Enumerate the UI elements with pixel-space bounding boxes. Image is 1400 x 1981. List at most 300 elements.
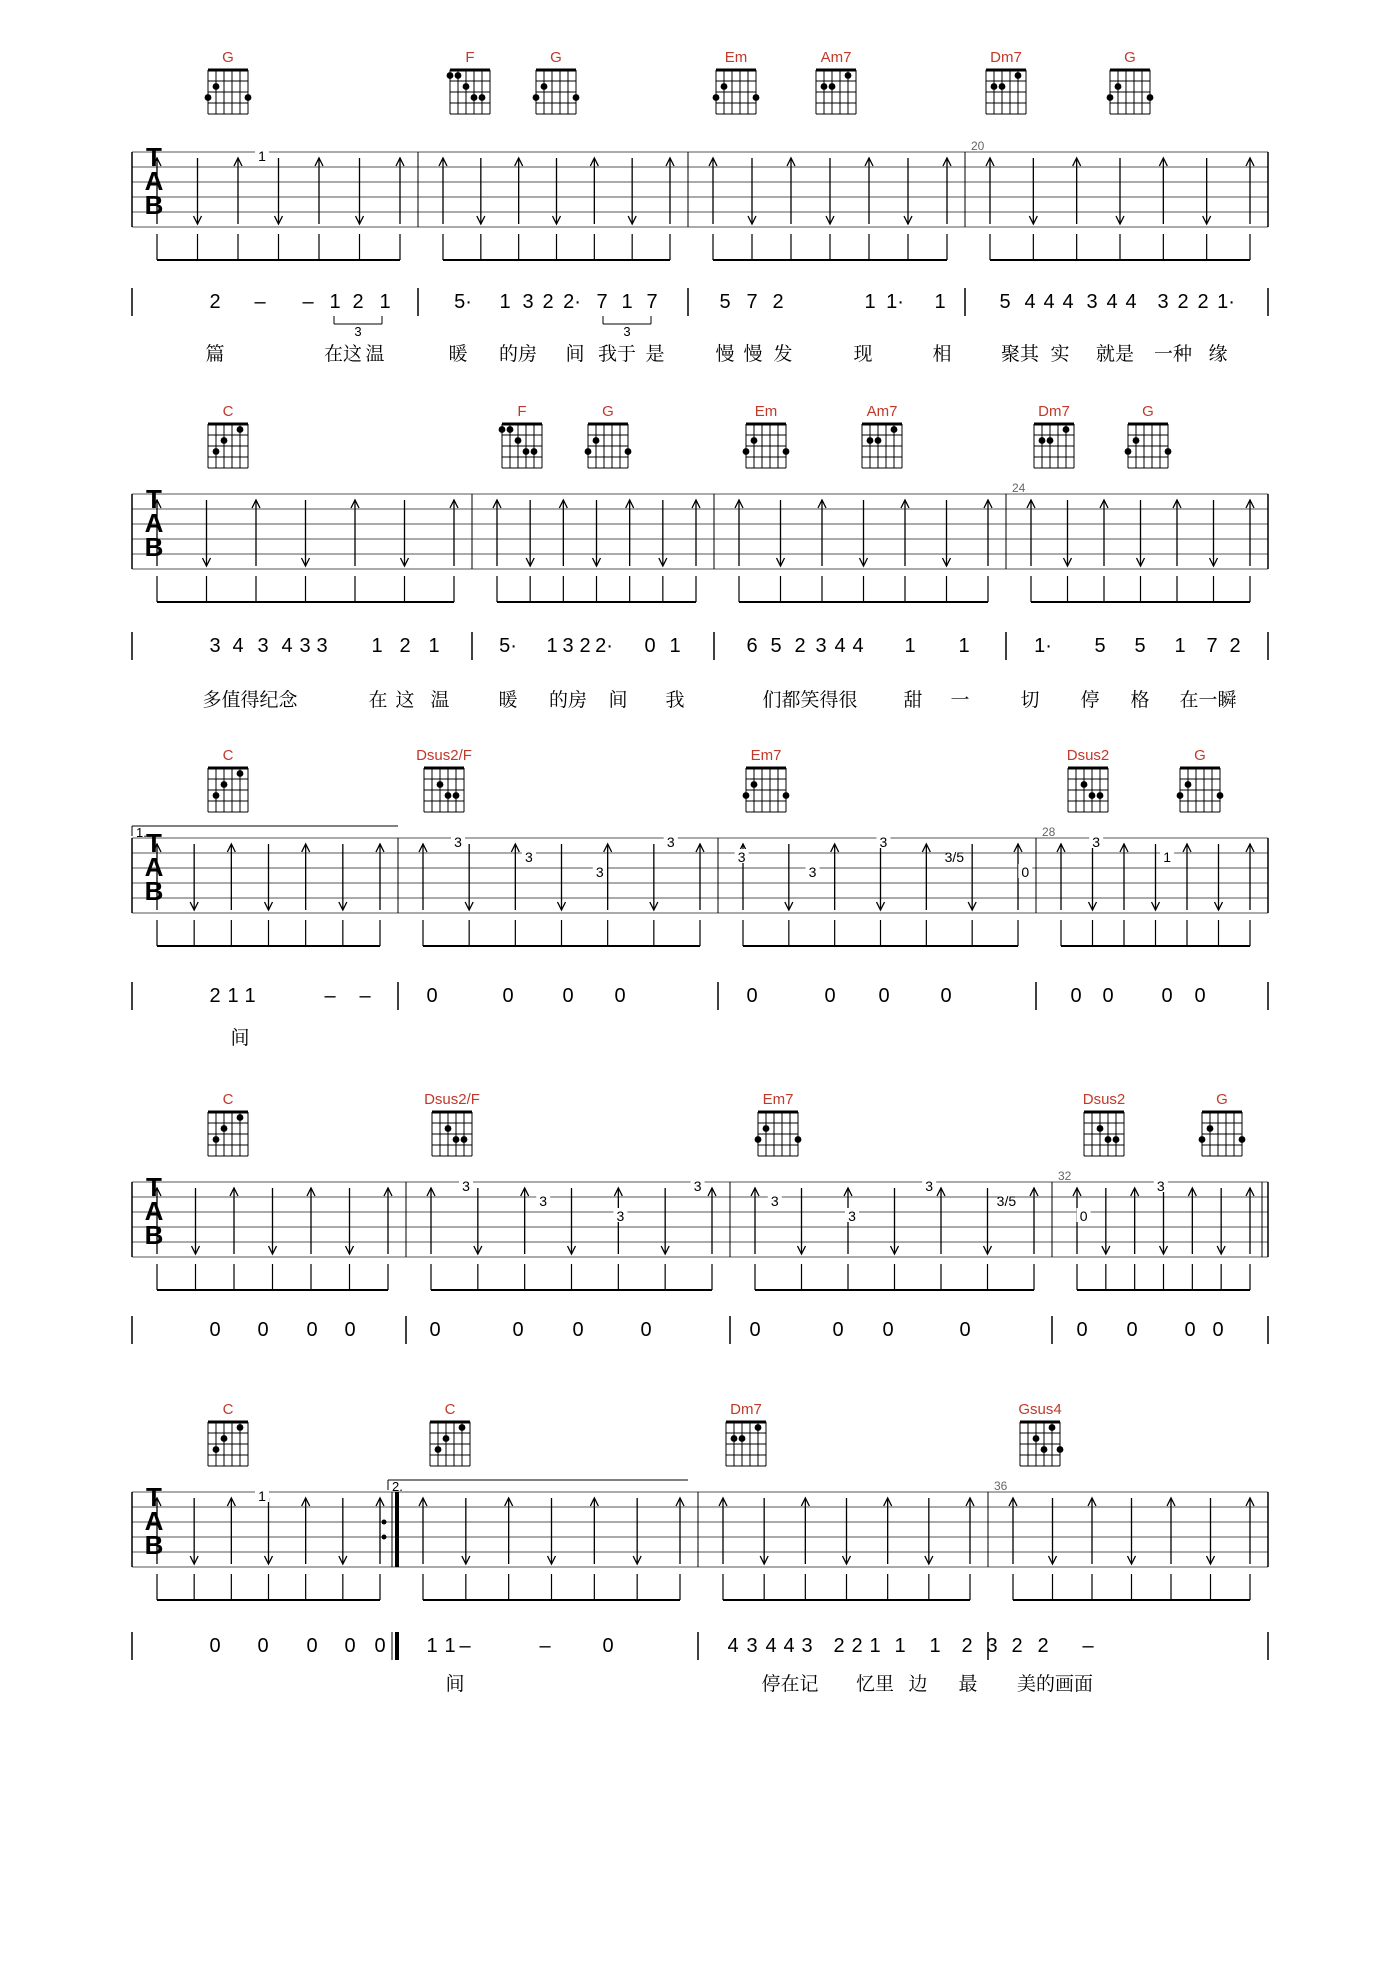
- chord-dot: [437, 781, 444, 788]
- tab-fret-number: 3: [539, 1193, 548, 1209]
- chord-diagram: [499, 424, 542, 468]
- chord-dot: [459, 1424, 466, 1431]
- lyric-syllable: 慢: [715, 343, 735, 365]
- jianpu-note: 4: [765, 1635, 777, 1657]
- chord-name: G: [1124, 49, 1136, 66]
- lyric-syllable: 实: [1050, 343, 1070, 365]
- chord-name: Em7: [762, 1091, 794, 1108]
- jianpu-note: 0: [429, 1319, 441, 1341]
- jianpu-note: 3: [316, 635, 328, 657]
- chord-name: Gsus4: [1018, 1401, 1062, 1418]
- jianpu-note: 2: [1177, 291, 1189, 313]
- tab-clef-letter: T: [146, 484, 162, 514]
- chord-dot: [573, 94, 580, 101]
- chord-dot: [739, 1435, 746, 1442]
- jianpu-note: –: [324, 985, 336, 1007]
- chord-diagram: [208, 424, 248, 468]
- lyric-syllable: 的房: [498, 343, 538, 365]
- tab-fret-number: 0: [1079, 1208, 1088, 1224]
- chord-dot: [499, 426, 506, 433]
- jianpu-note: 2: [1011, 1635, 1023, 1657]
- tab-clef-letter: B: [144, 1530, 164, 1560]
- jianpu-note: 7: [1206, 635, 1218, 657]
- lyric-syllable: 格: [1130, 689, 1150, 711]
- jianpu-note: 3: [562, 635, 574, 657]
- jianpu-note: 0: [209, 1635, 221, 1657]
- jianpu-note: 4: [834, 635, 846, 657]
- lyric-syllable: 停: [1080, 689, 1100, 711]
- tab-fret-number: 3: [879, 834, 888, 850]
- jianpu-note: 4: [232, 635, 244, 657]
- jianpu-note: 7: [646, 291, 658, 313]
- chord-diagram: [424, 768, 464, 812]
- tab-clef-letter: A: [144, 1196, 164, 1226]
- jianpu-note: 4: [783, 1635, 795, 1657]
- jianpu-note: 1: [444, 1635, 456, 1657]
- lyric-syllable: 多值得纪念: [202, 689, 298, 711]
- lyric-syllable: 停在记: [761, 1673, 819, 1695]
- chord-dot: [1039, 437, 1046, 444]
- chord-diagram: [533, 70, 580, 114]
- tab-fret-number: 3: [848, 1208, 856, 1224]
- chord-dot: [1199, 1136, 1206, 1143]
- chord-name: C: [222, 747, 234, 764]
- jianpu-note: 3: [746, 1635, 758, 1657]
- lyric-syllable: 间: [608, 689, 628, 711]
- triplet-number: 3: [354, 324, 362, 339]
- jianpu-note: 0: [1102, 985, 1114, 1007]
- jianpu-note: 1: [864, 291, 876, 313]
- chord-name: C: [222, 403, 234, 420]
- jianpu-note: 0: [1076, 1319, 1088, 1341]
- chord-dot: [447, 72, 454, 79]
- jianpu-note: 4: [727, 1635, 739, 1657]
- chord-dot: [453, 1136, 460, 1143]
- jianpu-note: 0: [832, 1319, 844, 1341]
- chord-diagram: [1107, 70, 1154, 114]
- lyric-syllable: 我: [665, 689, 685, 711]
- chord-dot: [237, 770, 244, 777]
- chord-name: F: [517, 403, 527, 420]
- chord-name: Am7: [820, 49, 852, 66]
- jianpu-note: 4: [281, 635, 293, 657]
- chord-dot: [471, 94, 478, 101]
- jianpu-note: 2: [352, 291, 364, 313]
- triplet-number: 3: [623, 324, 631, 339]
- tab-clef-letter: B: [144, 532, 164, 562]
- jianpu-note: 1: [904, 635, 916, 657]
- chord-dot: [213, 448, 220, 455]
- lyric-syllable: 在: [368, 689, 388, 711]
- lyric-syllable: 这: [395, 689, 415, 711]
- lyric-syllable: 我于: [597, 343, 637, 365]
- tab-fret-number: 3: [595, 864, 604, 880]
- chord-diagram: [816, 70, 856, 114]
- chord-diagram: [1084, 1112, 1124, 1156]
- repeat-dot: [382, 1520, 387, 1525]
- tab-clef-letter: T: [146, 142, 162, 172]
- jianpu-note: 0: [878, 985, 890, 1007]
- jianpu-note: 1: [958, 635, 970, 657]
- chord-diagram: [585, 424, 632, 468]
- jianpu-note: 1: [669, 635, 681, 657]
- lyric-syllable: 间: [445, 1673, 465, 1695]
- chord-dot: [891, 426, 898, 433]
- chord-dot: [625, 448, 632, 455]
- jianpu-note: 2: [209, 291, 221, 313]
- chord-dot: [221, 781, 228, 788]
- jianpu-note: 1: [371, 635, 383, 657]
- chord-dot: [721, 83, 728, 90]
- chord-name: Dm7: [990, 49, 1022, 66]
- chord-dot: [1041, 1446, 1048, 1453]
- tab-clef-letter: B: [144, 1220, 164, 1250]
- chord-dot: [245, 94, 252, 101]
- tab-fret-number: 1: [258, 1488, 266, 1504]
- jianpu-note: 1: [244, 985, 256, 1007]
- chord-diagram: [1125, 424, 1172, 468]
- lyric-syllable: 暖: [448, 343, 468, 365]
- chord-name: C: [222, 1091, 234, 1108]
- jianpu-note: 3: [522, 291, 534, 313]
- jianpu-note: 0: [882, 1319, 894, 1341]
- jianpu-note: 0: [1212, 1319, 1224, 1341]
- chord-dot: [523, 448, 530, 455]
- chord-dot: [237, 1114, 244, 1121]
- volta-number: 2.: [392, 1479, 403, 1494]
- chord-dot: [763, 1125, 770, 1132]
- jianpu-note: 2: [542, 291, 554, 313]
- jianpu-note: 1: [329, 291, 341, 313]
- jianpu-note: 1: [379, 291, 391, 313]
- chord-dot: [1239, 1136, 1246, 1143]
- chord-dot: [1177, 792, 1184, 799]
- jianpu-note: 0: [1070, 985, 1082, 1007]
- jianpu-note: 2: [579, 635, 591, 657]
- chord-name: F: [465, 49, 475, 66]
- chord-dot: [1057, 1446, 1064, 1453]
- chord-dot: [1185, 781, 1192, 788]
- jianpu-note: 3: [1157, 291, 1169, 313]
- tab-system: [132, 1480, 1268, 1567]
- jianpu-note: 0: [426, 985, 438, 1007]
- jianpu-note: 5: [999, 291, 1011, 313]
- chord-dot: [515, 437, 522, 444]
- chord-dot: [991, 83, 998, 90]
- chord-dot: [1047, 437, 1054, 444]
- tab-fret-number: 3: [770, 1193, 779, 1209]
- jianpu-note: 0: [749, 1319, 761, 1341]
- measure-number: 32: [1058, 1169, 1072, 1183]
- lyric-syllable: 甜: [903, 689, 923, 711]
- jianpu-note: 2: [794, 635, 806, 657]
- chord-diagram: [205, 70, 252, 114]
- jianpu-note: –: [539, 1635, 551, 1657]
- tab-clef-letter: B: [144, 190, 164, 220]
- chord-diagram: [208, 1422, 248, 1466]
- jianpu-note: 0: [374, 1635, 386, 1657]
- jianpu-note: 5: [770, 635, 782, 657]
- chord-diagram: [862, 424, 902, 468]
- chord-name: G: [1216, 1091, 1228, 1108]
- tab-system: [132, 494, 1268, 569]
- chord-dot: [455, 72, 462, 79]
- tab-fret-number: 3: [808, 864, 817, 880]
- jianpu-note: 0: [602, 1635, 614, 1657]
- tab-fret-number: 0: [1021, 864, 1030, 880]
- jianpu-note: 1: [428, 635, 440, 657]
- jianpu-note: 0: [1161, 985, 1173, 1007]
- chord-dot: [585, 448, 592, 455]
- jianpu-note: 3: [801, 1635, 813, 1657]
- lyric-syllable: 暖: [498, 689, 518, 711]
- chord-name: Dm7: [1038, 403, 1070, 420]
- tab-system: [132, 152, 1268, 227]
- chord-dot: [213, 1136, 220, 1143]
- chord-dot: [1115, 83, 1122, 90]
- tab-fret-number: 3: [616, 1208, 625, 1224]
- tab-fret-number: 3/5: [996, 1193, 1017, 1209]
- chord-dot: [1063, 426, 1070, 433]
- chord-name: G: [1194, 747, 1206, 764]
- jianpu-note: 4: [1062, 291, 1074, 313]
- chord-name: G: [222, 49, 234, 66]
- jianpu-note: 4: [1024, 291, 1036, 313]
- lyric-syllable: 间: [230, 1027, 250, 1049]
- jianpu-note: 7: [746, 291, 758, 313]
- jianpu-note: 2: [961, 1635, 973, 1657]
- lyric-syllable: 温: [430, 689, 450, 711]
- lyric-syllable: 温: [365, 343, 385, 365]
- lyric-syllable: 聚其: [1000, 343, 1040, 365]
- chord-name: G: [550, 49, 562, 66]
- jianpu-note: 1: [1174, 635, 1186, 657]
- jianpu-note: –: [254, 291, 266, 313]
- jianpu-note: 0: [257, 1319, 269, 1341]
- jianpu-note: 1·: [1034, 635, 1052, 657]
- lyric-syllable: 们都笑得很: [762, 689, 858, 711]
- tab-fret-number: 3: [737, 849, 746, 865]
- jianpu-note: 0: [562, 985, 574, 1007]
- jianpu-note: 0: [614, 985, 626, 1007]
- jianpu-note: 0: [344, 1635, 356, 1657]
- measure-number: 36: [994, 1479, 1008, 1493]
- jianpu-note: –: [459, 1635, 471, 1657]
- jianpu-note: 1: [934, 291, 946, 313]
- chord-dot: [221, 1125, 228, 1132]
- chord-name: Dm7: [730, 1401, 762, 1418]
- jianpu-note: 3: [1086, 291, 1098, 313]
- tab-fret-number: 3: [925, 1178, 934, 1194]
- jianpu-note: 1: [869, 1635, 881, 1657]
- chord-diagram: [1020, 1422, 1063, 1466]
- tab-clef-letter: A: [144, 1506, 164, 1536]
- chord-diagram: [713, 70, 760, 114]
- jianpu-note: 0: [572, 1319, 584, 1341]
- chord-dot: [783, 792, 790, 799]
- chord-dot: [1107, 94, 1114, 101]
- chord-diagram: [743, 424, 790, 468]
- jianpu-note: 2·: [595, 635, 613, 657]
- jianpu-note: 3: [986, 1635, 998, 1657]
- chord-dot: [1033, 1435, 1040, 1442]
- chord-diagram: [430, 1422, 470, 1466]
- jianpu-note: 0: [746, 985, 758, 1007]
- tab-clef-letter: T: [146, 1172, 162, 1202]
- lyric-syllable: 是: [645, 343, 665, 365]
- chord-dot: [783, 448, 790, 455]
- jianpu-note: 2: [772, 291, 784, 313]
- chord-dot: [1089, 792, 1096, 799]
- jianpu-note: 1: [929, 1635, 941, 1657]
- jianpu-note: 0: [512, 1319, 524, 1341]
- jianpu-note: 0: [824, 985, 836, 1007]
- chord-dot: [999, 83, 1006, 90]
- chord-dot: [237, 426, 244, 433]
- lyric-syllable: 忆里: [855, 1673, 895, 1695]
- tab-fret-number: 3: [462, 1178, 470, 1194]
- jianpu-note: 4: [1043, 291, 1055, 313]
- chord-dot: [445, 792, 452, 799]
- lyric-syllable: 慢: [743, 343, 763, 365]
- jianpu-note: 3: [299, 635, 311, 657]
- jianpu-note: 7: [596, 291, 608, 313]
- chord-dot: [463, 83, 470, 90]
- jianpu-note: –: [1082, 1635, 1094, 1657]
- chord-dot: [1097, 792, 1104, 799]
- chord-diagram: [1034, 424, 1074, 468]
- chord-name: G: [1142, 403, 1154, 420]
- jianpu-note: 5·: [499, 635, 517, 657]
- jianpu-note: 0: [940, 985, 952, 1007]
- chord-diagram: [208, 1112, 248, 1156]
- chord-dot: [1113, 1136, 1120, 1143]
- chord-dot: [541, 83, 548, 90]
- chord-diagram: [447, 70, 490, 114]
- chord-dot: [743, 448, 750, 455]
- chord-diagram: [208, 768, 248, 812]
- chord-diagram: [432, 1112, 472, 1156]
- chord-dot: [533, 94, 540, 101]
- chord-dot: [461, 1136, 468, 1143]
- measure-number: 28: [1042, 825, 1056, 839]
- chord-dot: [829, 83, 836, 90]
- chord-dot: [1105, 1136, 1112, 1143]
- jianpu-note: 0: [344, 1319, 356, 1341]
- chord-dot: [435, 1446, 442, 1453]
- chord-dot: [1217, 792, 1224, 799]
- chord-name: C: [444, 1401, 456, 1418]
- chord-dot: [755, 1136, 762, 1143]
- tab-clef-letter: B: [144, 876, 164, 906]
- chord-dot: [221, 1435, 228, 1442]
- jianpu-note: 4: [1125, 291, 1137, 313]
- jianpu-note: 2: [1229, 635, 1241, 657]
- lyric-syllable: 在一瞬: [1179, 689, 1237, 711]
- chord-name: G: [602, 403, 614, 420]
- chord-diagram: [743, 768, 790, 812]
- chord-dot: [1015, 72, 1022, 79]
- lyric-syllable: 缘: [1208, 343, 1228, 365]
- jianpu-note: 2: [833, 1635, 845, 1657]
- chord-name: Em7: [750, 747, 782, 764]
- jianpu-note: 0: [209, 1319, 221, 1341]
- chord-dot: [1097, 1125, 1104, 1132]
- chord-dot: [821, 83, 828, 90]
- jianpu-note: 1: [546, 635, 558, 657]
- jianpu-note: –: [359, 985, 371, 1007]
- lyric-syllable: 最: [958, 1673, 978, 1695]
- lyric-syllable: 的房: [548, 689, 588, 711]
- lyric-syllable: 在这: [323, 343, 363, 365]
- chord-dot: [751, 437, 758, 444]
- volta-number: 1.: [136, 825, 147, 840]
- chord-name: Dsus2/F: [424, 1091, 480, 1108]
- tab-fret-number: 3: [1156, 1178, 1165, 1194]
- chord-dot: [531, 448, 538, 455]
- jianpu-note: 0: [959, 1319, 971, 1341]
- chord-dot: [1125, 448, 1132, 455]
- chord-diagram: [755, 1112, 802, 1156]
- chord-dot: [213, 792, 220, 799]
- chord-dot: [1133, 437, 1140, 444]
- jianpu-note: 2: [1037, 1635, 1049, 1657]
- jianpu-note: 1: [499, 291, 511, 313]
- measure-number: 20: [971, 139, 985, 153]
- tab-clef-letter: A: [144, 166, 164, 196]
- repeat-dot: [382, 1535, 387, 1540]
- chord-dot: [445, 1125, 452, 1132]
- lyric-syllable: 现: [853, 343, 873, 365]
- lyric-syllable: 边: [908, 1673, 928, 1695]
- jianpu-note: 0: [644, 635, 656, 657]
- chord-diagram: [726, 1422, 766, 1466]
- jianpu-note: 0: [306, 1635, 318, 1657]
- chord-dot: [731, 1435, 738, 1442]
- tab-fret-number: 3: [693, 1178, 702, 1194]
- lyric-syllable: 相: [932, 343, 952, 365]
- jianpu-note: 3: [257, 635, 269, 657]
- tab-fret-number: 3/5: [944, 849, 965, 865]
- tab-fret-number: 3: [666, 834, 675, 850]
- chord-dot: [755, 1424, 762, 1431]
- chord-name: Dsus2: [1066, 747, 1110, 764]
- jianpu-note: 1: [894, 1635, 906, 1657]
- jianpu-note: 0: [502, 985, 514, 1007]
- jianpu-note: 1: [426, 1635, 438, 1657]
- jianpu-note: 2: [851, 1635, 863, 1657]
- chord-diagram: [1068, 768, 1108, 812]
- tab-fret-number: 3: [525, 849, 533, 865]
- chord-dot: [213, 83, 220, 90]
- chord-diagram: [1199, 1112, 1246, 1156]
- chord-dot: [743, 792, 750, 799]
- tab-clef-letter: A: [144, 508, 164, 538]
- jianpu-note: 3: [815, 635, 827, 657]
- jianpu-note: 4: [1106, 291, 1118, 313]
- jianpu-note: 0: [1126, 1319, 1138, 1341]
- chord-dot: [1165, 448, 1172, 455]
- tab-fret-number: 3: [1092, 834, 1101, 850]
- lyric-syllable: 一: [950, 689, 970, 711]
- chord-dot: [845, 72, 852, 79]
- chord-dot: [753, 94, 760, 101]
- jianpu-note: 0: [257, 1635, 269, 1657]
- jianpu-note: 5: [1134, 635, 1146, 657]
- jianpu-note: 1·: [1217, 291, 1235, 313]
- chord-dot: [221, 437, 228, 444]
- tab-clef-letter: T: [146, 1482, 162, 1512]
